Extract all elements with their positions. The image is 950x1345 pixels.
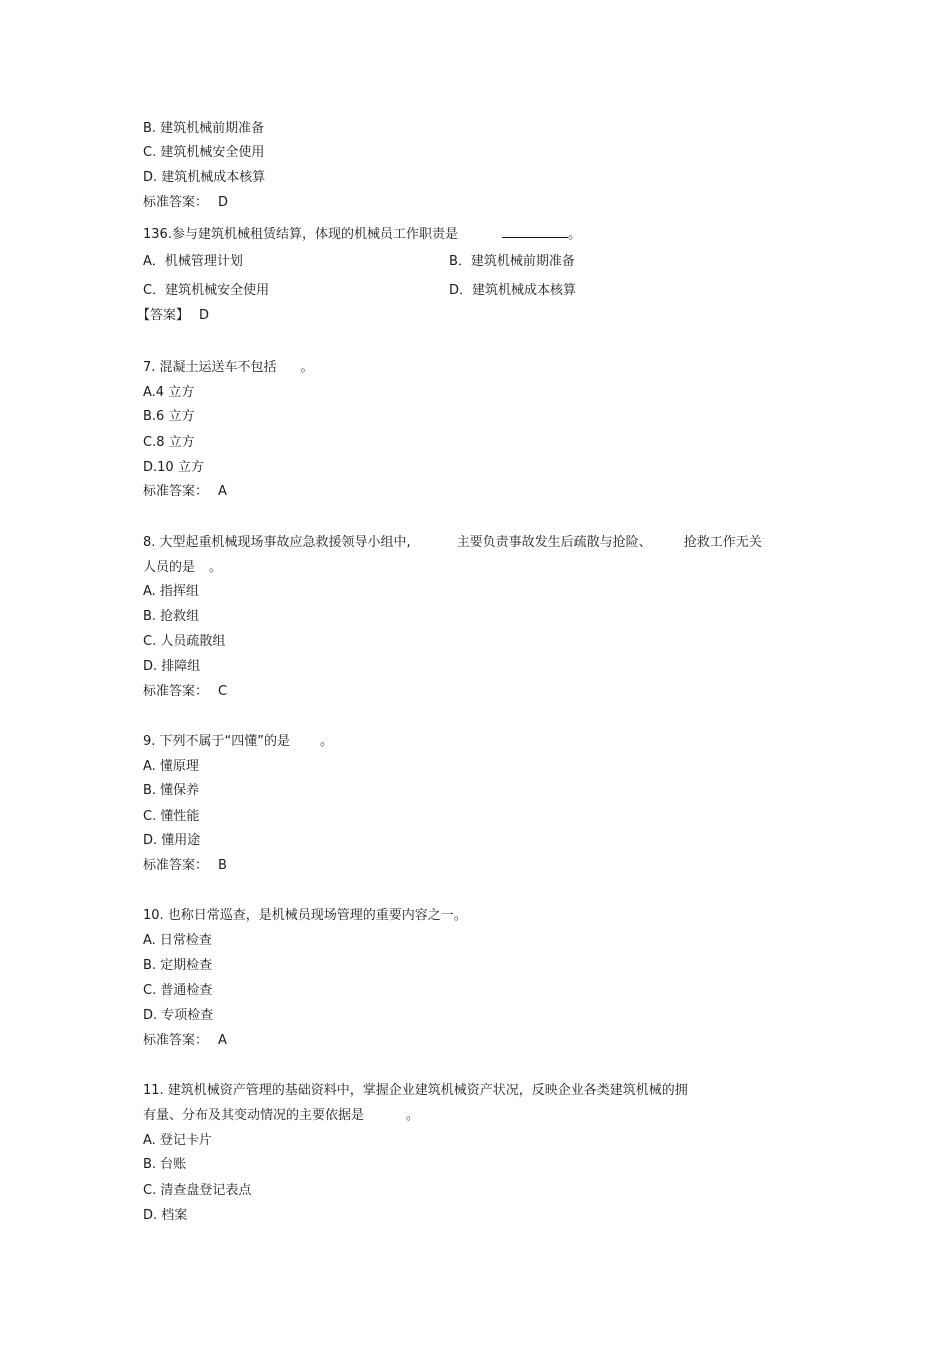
answer-value: D	[218, 195, 229, 210]
fill-blank	[502, 225, 568, 238]
q136-answer	[137, 308, 209, 324]
answer-value: C	[218, 684, 228, 699]
q10-option-c: C. 普通检查	[143, 983, 213, 998]
q7-option-c: C.8 立方	[143, 435, 195, 450]
prev-option-c: C. 建筑机械安全使用	[143, 145, 265, 160]
q8-answer	[143, 684, 227, 700]
answer-label: 标准答案：	[143, 484, 209, 499]
answer-label: 标准答案：	[143, 858, 209, 873]
q7-stem-text: 7. 混凝土运送车不包括	[143, 360, 277, 375]
prev-option-d: D. 建筑机械成本核算	[143, 170, 266, 185]
q11-option-c: C. 清查盘登记表点	[143, 1183, 252, 1198]
answer-value: A	[218, 1033, 227, 1048]
q11-option-a: A. 登记卡片	[143, 1133, 212, 1148]
q7-stem	[143, 360, 314, 376]
q7-option-a: A.4 立方	[143, 385, 195, 400]
q9-stem	[143, 734, 333, 750]
q9-option-c: C. 懂性能	[143, 809, 200, 824]
q8-stem-line2	[143, 560, 222, 576]
q8-stem-part2: 主要负责事故发生后疏散与抢险、	[456, 535, 652, 550]
q7-stem-end: 。	[300, 360, 314, 375]
answer-label: 标准答案：	[143, 684, 209, 699]
q9-answer	[143, 858, 227, 874]
q8-option-a: A. 指挥组	[143, 584, 199, 599]
q7-option-d: D.10 立方	[143, 460, 204, 475]
q8-stem-part3: 抢救工作无关	[683, 535, 762, 550]
q11-stem-line2	[143, 1108, 419, 1124]
q10-option-b: B. 定期检查	[143, 958, 213, 973]
q9-stem-end: 。	[320, 734, 334, 749]
q8-option-c: C. 人员疏散组	[143, 634, 226, 649]
q10-stem: 10. 也称日常巡查，是机械员现场管理的重要内容之一。	[143, 908, 467, 923]
q136-option-d: D．建筑机械成本核算	[449, 283, 577, 298]
q11-stem-line1: 11. 建筑机械资产管理的基础资料中，掌握企业建筑机械资产状况，反映企业各类建筑机械的拥	[143, 1083, 688, 1098]
prev-option-b: B. 建筑机械前期准备	[143, 121, 265, 136]
q9-option-a: A. 懂原理	[143, 759, 199, 774]
q136-stem-end: 。	[567, 227, 581, 242]
q10-option-d: D. 专项检查	[143, 1008, 214, 1023]
q136-stem-text: 136.参与建筑机械租赁结算，体现的机械员工作职责是	[143, 227, 458, 242]
q7-answer	[143, 484, 227, 500]
q136-stem	[143, 225, 581, 243]
answer-value: B	[218, 858, 227, 873]
q11-stem-end: 。	[406, 1108, 420, 1123]
q10-option-a: A. 日常检查	[143, 933, 212, 948]
q8-option-b: B. 抢救组	[143, 609, 200, 624]
q8-stem-end: 。	[209, 560, 223, 575]
answer-value: D	[199, 308, 210, 323]
q8-stem-part1: 8. 大型起重机械现场事故应急救援领导小组中,	[143, 535, 411, 550]
q9-option-b: B. 懂保养	[143, 783, 200, 798]
answer-label: 标准答案：	[143, 195, 209, 210]
q10-answer	[143, 1033, 227, 1049]
q9-stem-text: 9. 下列不属于“四懂”的是	[143, 734, 291, 749]
answer-value: A	[218, 484, 227, 499]
q8-option-d: D. 排障组	[143, 659, 201, 674]
q136-option-b: B．建筑机械前期准备	[449, 254, 575, 269]
answer-label: 标准答案：	[143, 1033, 209, 1048]
q8-stem	[143, 535, 762, 551]
q11-option-b: B. 台账	[143, 1157, 187, 1172]
prev-answer	[143, 195, 228, 211]
q9-option-d: D. 懂用途	[143, 833, 201, 848]
q136-option-a: A．机械管理计划	[143, 254, 243, 269]
q8-stem-line2-text: 人员的是	[143, 560, 196, 575]
q7-option-b: B.6 立方	[143, 409, 195, 424]
answer-label: 【答案】	[137, 308, 190, 323]
q11-option-d: D. 档案	[143, 1208, 188, 1223]
q11-stem-line2-text: 有量、分布及其变动情况的主要依据是	[143, 1108, 365, 1123]
q136-option-c: C．建筑机械安全使用	[143, 283, 270, 298]
